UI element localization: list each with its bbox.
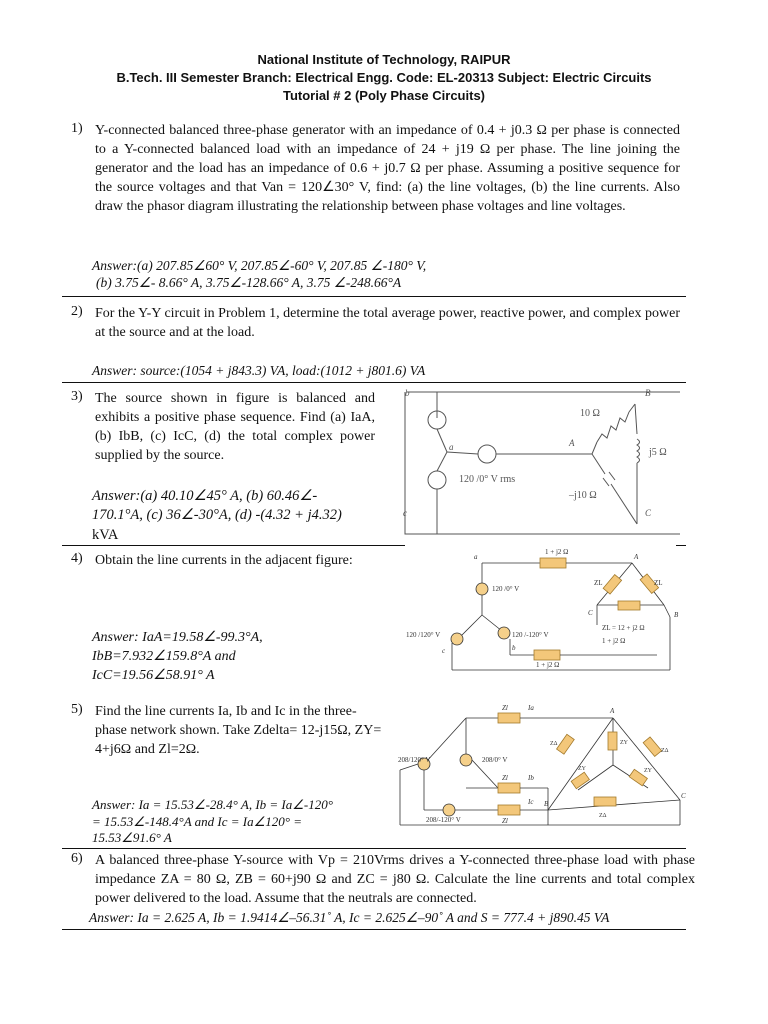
divider <box>62 382 686 383</box>
tutorial-title: Tutorial # 2 (Poly Phase Circuits) <box>282 88 486 103</box>
problem-6-number: 6) <box>71 851 83 866</box>
problem-3-answer-line-1: Answer:(a) 40.10∠45° A, (b) 60.46∠- <box>92 488 318 504</box>
problem-5-answer-line-3: 15.53∠91.6° A <box>92 830 172 845</box>
problem-2-number: 2) <box>71 304 83 319</box>
node-label: A <box>569 438 575 448</box>
line-impedance-label: Zl <box>502 817 508 825</box>
node-label: C <box>645 508 652 518</box>
node-label: A <box>610 707 615 715</box>
divider <box>676 545 686 546</box>
problem-6-text: A balanced three-phase Y-source with Vp = 210Vrms drives a Y-connected three-phase load with phase impedance ZA = 80 Ω, ZB = 60+j90 Ω and ZC = j80 Ω. Calculate the line currents and total complex power delivered to the load. Assume that the neutrals are connected. <box>95 853 695 906</box>
source-c-label: 120 /120° V <box>406 631 441 639</box>
problem-3-text: The source shown in figure is balanced and exhibits a positive phase sequence. Find (a) IaA, (b) IbB, (c) IcC, (d) the total complex power supplied by the source. <box>95 391 375 463</box>
problem-5-answer-line-1: Answer: Ia = 15.53∠-28.4° A, Ib = Ia∠-120° <box>92 797 333 812</box>
delta-impedance-label: ZΔ <box>661 748 669 754</box>
current-label: Ic <box>528 798 534 806</box>
problem-3-answer-line-2: 170.1°A, (c) 36∠-30°A, (d) -(4.32 + j4.32) <box>92 507 342 523</box>
node-label: c <box>403 508 407 518</box>
problem-1-text: Y-connected balanced three-phase generator with an impedance of 0.4 + j0.3 Ω per phase is connected to a Y-connected balanced load with an impedance of 24 + j19 Ω per phase. The line joining the generator and the load has an impedance of 0.6 + j0.7 Ω per phase. Assuming a positive sequence for the source voltages and that Van = 120∠30° V, find: (a) the line voltages, (b) the line currents. Also draw the phasor diagram illustrating the relationship between phase voltages and line voltages. <box>95 123 680 214</box>
divider <box>676 382 686 383</box>
source-b-icon <box>498 627 510 639</box>
load-label: ZL <box>654 579 663 587</box>
source-3-icon <box>443 804 455 816</box>
y-impedance-label: ZY <box>620 740 628 746</box>
problem-2-answer: Answer: source:(1054 + j843.3) VA, load:(1012 + j801.6) VA <box>92 363 426 378</box>
problem-6-answer: Answer: Ia = 2.625 A, Ib = 1.9414∠–56.31˚ A, Ic = 2.625∠–90˚ A and S = 777.4 + j890.45 VA <box>89 910 610 925</box>
problem-1-answer-line-1: Answer:(a) 207.85∠60° V, 207.85∠-60° V, 207.85 ∠-180° V, <box>92 258 427 273</box>
divider <box>62 296 686 297</box>
y-impedance-label: ZY <box>578 766 586 772</box>
source-label: 208/120° V <box>398 756 431 764</box>
source-label: 208/-120° V <box>426 816 461 824</box>
node-label: b <box>512 644 516 652</box>
problem-3-number: 3) <box>71 389 83 404</box>
problem-2-text: For the Y-Y circuit in Problem 1, determine the total average power, reactive power, and complex power at the source and at the load. <box>95 306 680 340</box>
problem-4-circuit-figure <box>402 545 692 675</box>
node-label: B <box>645 388 651 398</box>
node-label: c <box>442 647 446 655</box>
capacitor-label: –j10 Ω <box>569 490 597 501</box>
node-label: B <box>674 611 679 619</box>
node-label: a <box>449 442 454 452</box>
problem-4-text: Obtain the line currents in the adjacent figure: <box>95 553 353 568</box>
source-label: 208/0° V <box>482 756 508 764</box>
problem-4-answer-line-1: Answer: IaA=19.58∠-99.3°A, <box>92 630 263 645</box>
source-c-icon <box>451 633 463 645</box>
source-label: 120 /0° V rms <box>459 474 516 485</box>
divider <box>62 545 405 546</box>
line-impedance-label: 1 + j2 Ω <box>536 661 560 669</box>
source-2-icon <box>460 754 472 766</box>
institute-title: National Institute of Technology, RAIPUR <box>257 52 511 67</box>
problem-4-answer-line-3: IcC=19.56∠58.91° A <box>92 668 215 683</box>
load-impedance-label: ZL = 12 + j2 Ω <box>602 624 645 632</box>
problem-5-text: Find the line currents Ia, Ib and Ic in the three-phase network shown. Take Zdelta= 12-j15Ω, ZY= 4+j6Ω and Zl=2Ω. <box>95 704 382 757</box>
delta-impedance-label: ZΔ <box>550 741 558 747</box>
problem-5-answer-line-2: = 15.53∠-148.4°A and Ic = Ia∠120° = <box>92 814 302 829</box>
line-impedance-label: 1 + j2 Ω <box>545 548 569 556</box>
problem-1-number: 1) <box>71 121 83 136</box>
source-a-label: 120 /0° V <box>492 585 520 593</box>
problem-4-number: 4) <box>71 551 83 566</box>
delta-impedance-label: ZΔ <box>599 813 607 819</box>
current-label: Ia <box>528 704 534 712</box>
problem-5-number: 5) <box>71 702 83 717</box>
node-label: a <box>474 553 478 561</box>
divider <box>62 848 686 849</box>
problem-1-answer-line-2: (b) 3.75∠- 8.66° A, 3.75∠-128.66° A, 3.75 ∠-248.66°A <box>96 275 402 290</box>
problem-3-circuit-figure <box>397 384 687 546</box>
node-label: b <box>405 388 410 398</box>
problem-3-answer-line-3: kVA <box>92 527 119 543</box>
inductor-label: j5 Ω <box>649 447 667 458</box>
problem-5-circuit-figure <box>398 700 688 840</box>
divider <box>62 929 686 930</box>
source-b-label: 120 /-120° V <box>512 631 549 639</box>
node-label: C <box>588 609 593 617</box>
current-label: Ib <box>528 774 534 782</box>
line-impedance-label: Zl <box>502 704 508 712</box>
line-impedance-label: Zl <box>502 774 508 782</box>
source-a-icon <box>478 445 496 463</box>
y-impedance-label: ZY <box>644 768 652 774</box>
line-impedance-label: 1 + j2 Ω <box>602 637 626 645</box>
node-label: A <box>634 553 639 561</box>
node-label: C <box>681 792 686 800</box>
source-c-icon <box>428 471 446 489</box>
problem-4-answer-line-2: IbB=7.932∠159.8°A and <box>92 649 236 664</box>
course-line: B.Tech. III Semester Branch: Electrical Engg. Code: EL-20313 Subject: Electric Circuits <box>116 70 652 85</box>
resistor-label: 10 Ω <box>580 408 600 419</box>
node-label: B <box>544 800 549 808</box>
source-a-icon <box>476 583 488 595</box>
load-label: ZL <box>594 579 603 587</box>
